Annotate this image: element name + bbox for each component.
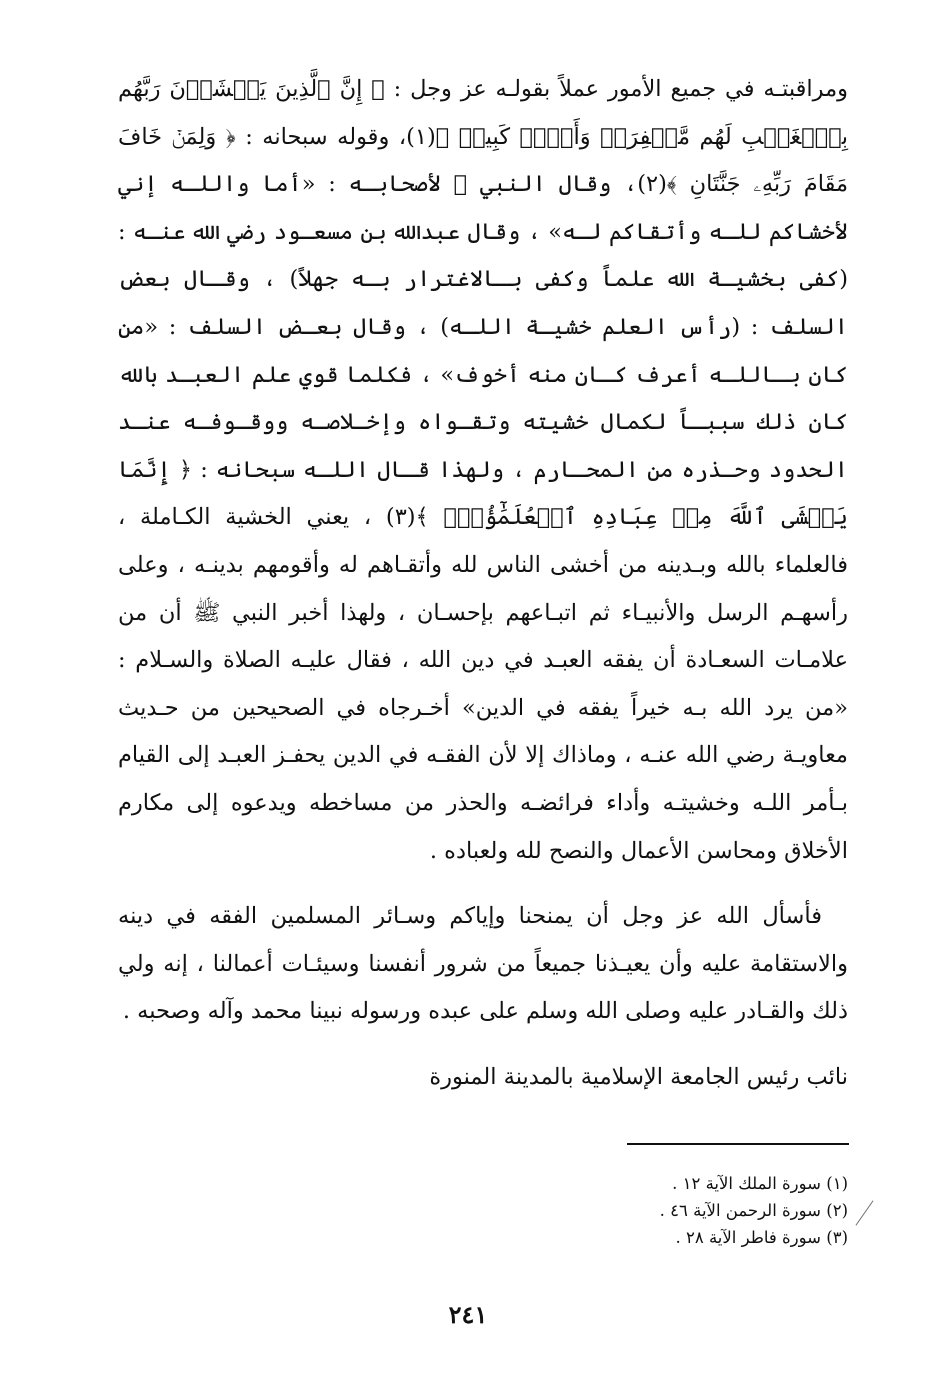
footnote-2: (٢) سورة الرحمن الآية ٤٦ .: [659, 1201, 848, 1220]
footnote-1: (١) سورة الملك الآية ١٢ .: [672, 1174, 848, 1193]
paragraph-1: ومراقبتـه في جميع الأمور عملاً بقولـه عز وجل : ﴿ إِنَّ ٱلَّذِينَ يَخۡشَوۡنَ رَبَّهُم بِٱلۡغَيۡبِ لَهُم مَّغۡفِرَةٞ وَأَجۡرٞ كَبِيرٞ ﴾(١)، وقوله سبحانه : ﴿ وَلِمَنۡ خَافَ مَقَامَ رَبِّهِۦ جَنَّتَانِ ﴾(٢)، وقال النبي ﷺ لأصحابـه : «أما واللـه إني لأخشاكم للـه وأتقاكم لـه» ، وقال عبدالله بن مسعـود رضي الله عنـه : (كفى بخشيـة الله علماً وكفى بـالاغترار بـه جهلاً) ، وقـال بعض السلف : (رأس العلم خشيـة اللـه) ، وقال بعـض السلف : «من كان بـاللـه أعرف كـان منه أخوف» ، فكلما قوي علم العبـد بالله كان ذلك سببـاً لكمال خشيته وتقـواه وإخـلاصـه ووقـوفـه عنـد الحدود وحـذره من المحـارم ، ولهذا قـال اللـه سبحانه : ﴿ إِنَّمَا يَخۡشَى ٱللَّهَ مِنۡ عِبَادِهِ ٱلۡعُلَمَٰٓؤُاْۗ ﴾(٣) ، يعني الخشية الكـاملة ، فالعلماء بالله وبـدينه من أخشى الناس لله وأتقـاهم له وأقومهم بدينـه ، وعلى رأسهـم الرسل والأنبيـاء ثم اتبـاعهم بإحسـان ، ولهذا أخبر النبي ﷺ أن من علامـات السعـادة أن يفقه العبـد في دين الله ، فقال عليـه الصلاة والسـلام : «من يرد الله بـه خيراً يفقه في الدين» أخـرجاه في الصحيحين من حـديث معاويـة رضي الله عنـه ، وماذاك إلا لأن الفقـه في الدين يحفـز العبـد إلى القيام بـأمر اللـه وخشيتـه وأداء فرائضـه والحذر من مساخطه ويدعوه إلى مكارم الأخلاق ومحاسن الأعمال والنصح لله ولعباده .: [118, 76, 848, 864]
footnotes: [560, 1170, 848, 1251]
page-number: ٢٤١: [448, 1300, 488, 1329]
paragraph-2: فأسأل الله عز وجل أن يمنحنا وإياكم وسـائر المسلمين الفقه في دينه والاستقامة عليه وأن يعيـذنا جميعاً من شرور أنفسنا وسيئـات أعمالنا ، إنه ولي ذلك والقـادر عليه وصلى الله وسلم على عبده ورسوله نبينا محمد وآله وصحبه .: [118, 903, 848, 1025]
margin-pen-mark: [855, 1200, 873, 1225]
footnote-3: (٣) سورة فاطر الآية ٢٨ .: [675, 1228, 848, 1247]
footnote-separator: [627, 1143, 849, 1145]
signature-line: نائب رئيس الجامعة الإسلامية بالمدينة المنورة: [429, 1063, 848, 1090]
main-text: [118, 66, 848, 1101]
